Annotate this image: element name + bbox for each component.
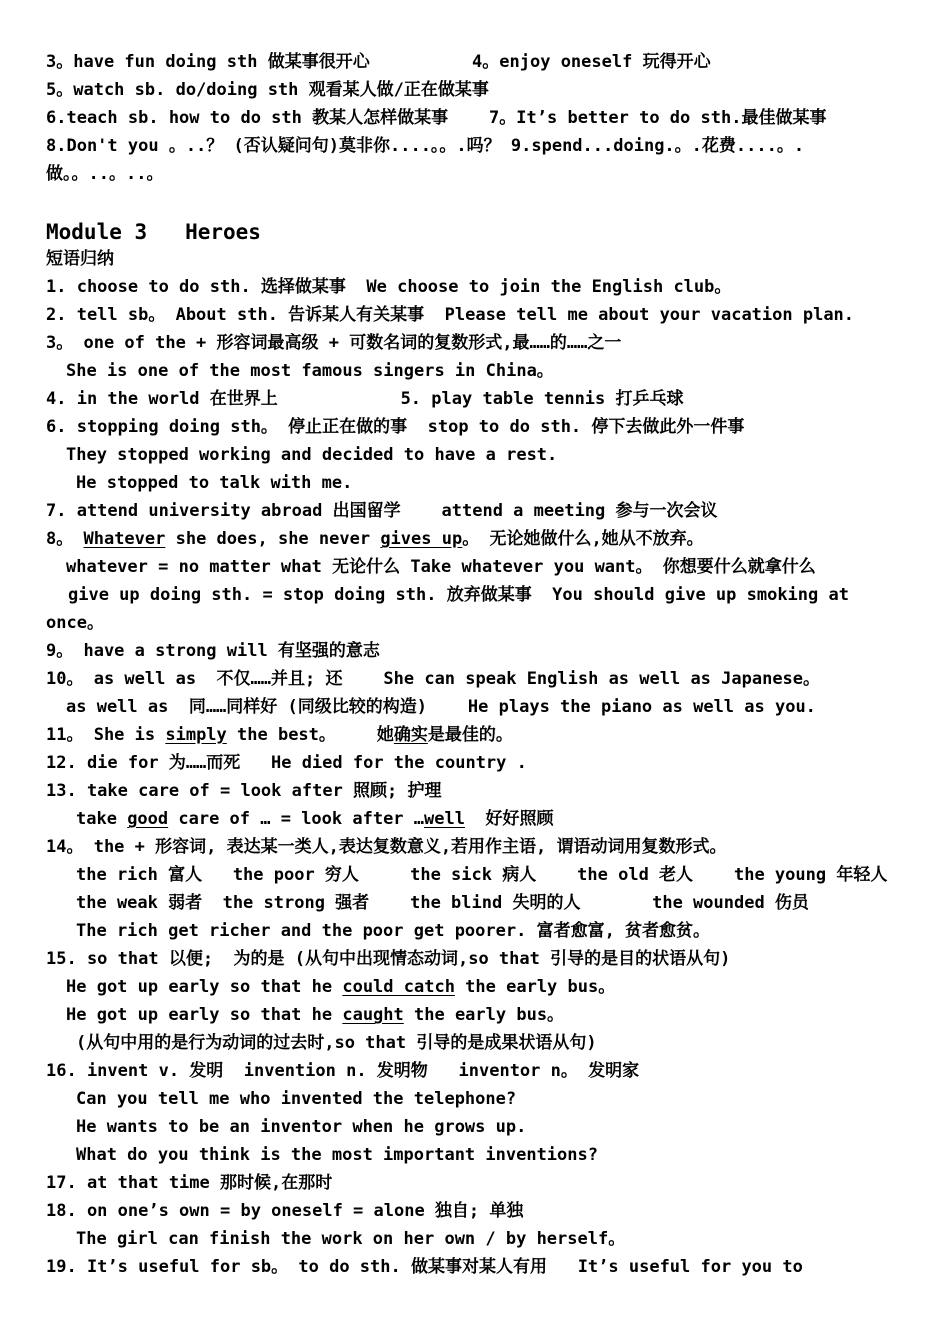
- phrase-14-examples-2: the weak 弱者 the strong 强者 the blind 失明的人 the wounded 伤员: [76, 893, 809, 913]
- underlined-word: well: [424, 809, 465, 829]
- text-run: 好好照顾: [464, 809, 554, 829]
- text-run: 。 无论她做什么,她从不放弃。: [462, 529, 704, 549]
- phrase-16-example-1: Can you tell me who invented the telephone?: [76, 1089, 517, 1109]
- phrase-15-example-1: [66, 973, 615, 1001]
- module-title: Module 3 Heroes: [46, 220, 261, 244]
- phrase-2: 2. tell sb。 About sth. 告诉某人有关某事 Please tell me about your vacation plan.: [46, 305, 855, 325]
- intro-line-5: 5。watch sb. do/doing sth 观看某人做/正在做某事: [46, 80, 489, 100]
- phrase-14-examples-1: the rich 富人 the poor 穷人 the sick 病人 the old 老人 the young 年轻人: [76, 865, 888, 885]
- phrase-10: 10。 as well as 不仅……并且; 还 She can speak English as well as Japanese。: [46, 669, 821, 689]
- intro-line-9-cont: 做。。..。..。: [46, 164, 164, 184]
- text-run: the best。 她: [226, 725, 394, 745]
- text-run: 11。 She is: [46, 725, 166, 745]
- phrase-18: 18. on one’s own = by oneself = alone 独自; 单独: [46, 1201, 524, 1221]
- phrase-3-example: She is one of the most famous singers in China。: [66, 361, 554, 381]
- phrase-6-example-1: They stopped working and decided to have a rest.: [66, 445, 558, 465]
- phrase-15-example-2: [66, 1001, 564, 1029]
- text-run: 8。: [46, 529, 84, 549]
- phrase-8-give-up: give up doing sth. = stop doing sth. 放弃做某事 You should give up smoking at: [68, 585, 849, 605]
- phrase-1: 1. choose to do sth. 选择做某事 We choose to join the English club。: [46, 277, 732, 297]
- underlined-word: good: [127, 809, 169, 829]
- phrase-11: [46, 721, 513, 749]
- section-title: 短语归纳: [46, 249, 114, 269]
- phrase-14-sentence: The rich get richer and the poor get poorer. 富者愈富, 贫者愈贫。: [76, 921, 711, 941]
- text-run: the early bus。: [403, 1005, 565, 1025]
- phrase-6: 6. stopping doing sth。 停止正在做的事 stop to do sth. 停下去做此外一件事: [46, 417, 745, 437]
- phrase-9: 9。 have a strong will 有坚强的意志: [46, 641, 380, 661]
- phrase-17: 17. at that time 那时候,在那时: [46, 1173, 333, 1193]
- underlined-word: caught: [342, 1005, 404, 1025]
- phrase-19: 19. It’s useful for sb。 to do sth. 做某事对某人有用 It’s useful for you to: [46, 1257, 803, 1277]
- intro-line-6-7: 6.teach sb. how to do sth 教某人怎样做某事 7。It’s better to do sth.最佳做某事: [46, 108, 827, 128]
- phrase-16-example-3: What do you think is the most important inventions?: [76, 1145, 598, 1165]
- text-run: He got up early so that he: [66, 1005, 343, 1025]
- phrase-8-whatever: whatever = no matter what 无论什么 Take whatever you want。 你想要什么就拿什么: [66, 557, 816, 577]
- phrase-18-example: The girl can finish the work on her own / by herself。: [76, 1229, 626, 1249]
- underlined-word: gives up: [380, 529, 463, 549]
- text-run: 是最佳的。: [427, 725, 513, 745]
- intro-line-3-4: 3。have fun doing sth 做某事很开心 4。enjoy oneself 玩得开心: [46, 52, 711, 72]
- text-run: He got up early so that he: [66, 977, 343, 997]
- phrase-3: 3。 one of the + 形容词最高级 + 可数名词的复数形式,最……的……之一: [46, 333, 622, 353]
- phrase-14: 14。 the + 形容词, 表达某一类人,表达复数意义,若用作主语, 谓语动词用复数形式。: [46, 837, 727, 857]
- phrase-6-example-2: He stopped to talk with me.: [76, 473, 353, 493]
- phrase-4-5: 4. in the world 在世界上 5. play table tennis 打乒乓球: [46, 389, 684, 409]
- underlined-word: Whatever: [83, 529, 166, 549]
- phrase-8: [46, 525, 704, 553]
- text-run: she does, she never: [165, 529, 381, 549]
- phrase-15-note: (从句中用的是行为动词的过去时,so that 引导的是成果状语从句): [76, 1033, 597, 1053]
- phrase-8-give-up-cont: once。: [46, 613, 104, 633]
- underlined-word: 确实: [393, 725, 428, 745]
- phrase-15: 15. so that 以便; 为的是 (从句中出现情态动词,so that 引导的是目的状语从句): [46, 949, 731, 969]
- underlined-word: simply: [165, 725, 227, 745]
- phrase-16: 16. invent v. 发明 invention n. 发明物 inventor n。 发明家: [46, 1061, 640, 1081]
- phrase-7: 7. attend university abroad 出国留学 attend a meeting 参与一次会议: [46, 501, 718, 521]
- phrase-16-example-2: He wants to be an inventor when he grows up.: [76, 1117, 527, 1137]
- text-run: take: [76, 809, 128, 829]
- intro-line-8-9: 8.Don't you 。..？ (否认疑问句)莫非你....。。.吗？ 9.spend...doing.。.花费....。.: [46, 136, 805, 156]
- underlined-word: could catch: [342, 977, 455, 997]
- phrase-13: 13. take care of = look after 照顾; 护理: [46, 781, 442, 801]
- text-run: care of … = look after …: [168, 809, 425, 829]
- phrase-10-example: as well as 同……同样好 (同级比较的构造) He plays the piano as well as you.: [66, 697, 816, 717]
- phrase-13-example: [76, 805, 553, 833]
- phrase-12: 12. die for 为……而死 He died for the country .: [46, 753, 527, 773]
- text-run: the early bus。: [454, 977, 616, 997]
